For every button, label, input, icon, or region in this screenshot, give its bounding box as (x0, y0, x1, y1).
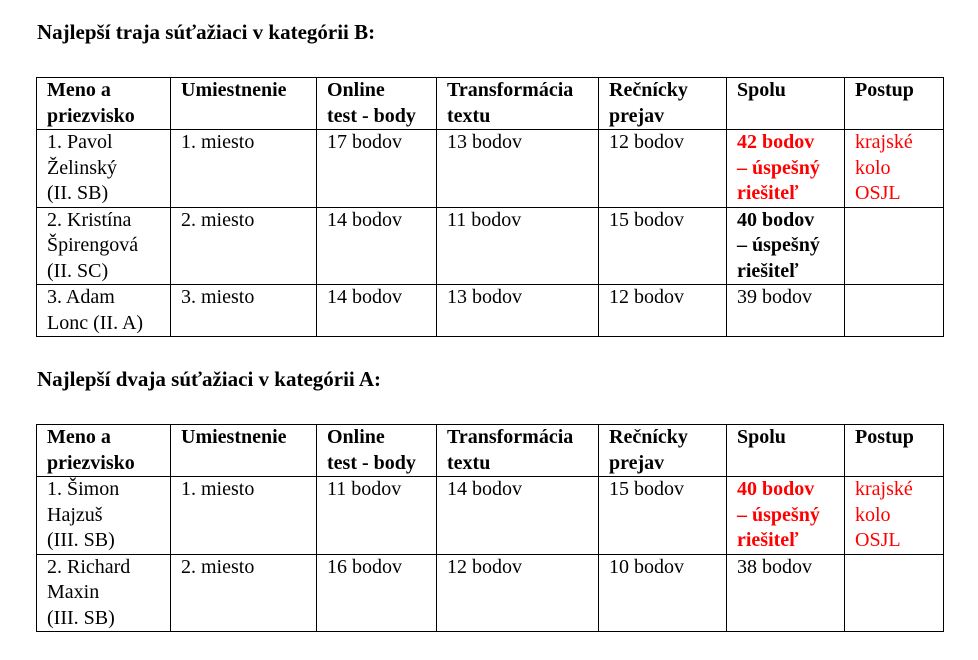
header-place (171, 78, 317, 130)
table-row (37, 285, 944, 337)
cell-line: 15 bodov (609, 208, 684, 231)
placement (171, 285, 317, 337)
contestant-name (37, 554, 171, 632)
cell-line: 39 bodov (737, 286, 812, 308)
cell-line: 42 bodov (737, 131, 815, 153)
header-speech (599, 425, 727, 477)
header-transformation (437, 425, 599, 477)
header-online-test (317, 78, 437, 130)
contestant-name (37, 207, 171, 285)
cell-line: Online (327, 426, 385, 448)
transformation-score (437, 554, 599, 632)
table-row (37, 477, 944, 555)
online-test-score (317, 130, 437, 208)
speech-score (599, 554, 727, 632)
cell-line: Rečnícky (609, 79, 688, 101)
cell-line: Umiestnenie (181, 79, 287, 101)
transformation-score (437, 477, 599, 555)
cell-line: test - body (327, 451, 416, 474)
cell-line: 14 bodov (447, 478, 522, 500)
cell-line: 1. Pavol (47, 131, 113, 153)
header-place (171, 425, 317, 477)
cell-line: Online (327, 79, 385, 101)
cell-line: priezvisko (47, 451, 135, 474)
cell-line: OSJL (855, 529, 901, 551)
placement (171, 207, 317, 285)
table-row (37, 207, 944, 285)
online-test-score (317, 554, 437, 632)
header-name (37, 425, 171, 477)
cell-line: 1. Šimon (47, 478, 120, 500)
contestant-name (37, 285, 171, 337)
cell-line: Rečnícky (609, 426, 688, 448)
total-score (727, 554, 845, 632)
cell-line: 10 bodov (609, 555, 684, 578)
cell-line: (II. SC) (47, 259, 109, 282)
cell-line: Želinský (47, 156, 117, 179)
advancement (845, 477, 944, 555)
cell-line: krajské (855, 478, 913, 500)
total-score (727, 477, 845, 555)
cell-line: 12 bodov (609, 286, 684, 308)
cell-line: (III. SB) (47, 606, 115, 629)
results-table-category-b (36, 77, 944, 337)
cell-line: 1. miesto (181, 131, 255, 153)
cell-line: Postup (855, 79, 914, 101)
cell-line: 16 bodov (327, 555, 402, 578)
cell-line: 13 bodov (447, 286, 522, 308)
header-advance (845, 425, 944, 477)
cell-line: prejav (609, 451, 665, 474)
cell-line: textu (447, 451, 491, 474)
results-table-category-a (36, 424, 944, 632)
speech-score (599, 285, 727, 337)
cell-line: Hajzuš (47, 503, 103, 526)
cell-line: Transformácia (447, 79, 574, 101)
cell-line: 3. miesto (181, 286, 255, 308)
cell-line: prejav (609, 104, 665, 127)
cell-line: 1. miesto (181, 478, 255, 500)
cell-line: kolo (855, 503, 891, 526)
header-online-test (317, 425, 437, 477)
cell-line: 40 bodov (737, 478, 815, 500)
cell-line: (II. SB) (47, 182, 109, 204)
table-row (37, 130, 944, 208)
transformation-score (437, 207, 599, 285)
cell-line: 17 bodov (327, 131, 402, 153)
cell-line: Lonc (II. A) (47, 311, 144, 334)
header-name (37, 78, 171, 130)
cell-line: krajské (855, 131, 913, 153)
cell-line: Transformácia (447, 426, 574, 448)
online-test-score (317, 285, 437, 337)
total-score (727, 285, 845, 337)
cell-line: OSJL (855, 182, 901, 204)
cell-line: Spolu (737, 79, 786, 101)
header-total (727, 78, 845, 130)
cell-line: 2. Richard (47, 555, 131, 578)
contestant-name (37, 477, 171, 555)
cell-line: 15 bodov (609, 478, 684, 500)
placement (171, 130, 317, 208)
placement (171, 554, 317, 632)
cell-line: kolo (855, 156, 891, 179)
cell-line: 38 bodov (737, 555, 812, 578)
cell-line: Maxin (47, 581, 100, 603)
cell-line: Meno a (47, 426, 111, 448)
cell-line: – úspešný (737, 503, 820, 526)
heading-category-b: Najlepší traja súťažiaci v kategórii B: (37, 20, 376, 44)
heading-category-a: Najlepší dvaja súťažiaci v kategórii A: (37, 367, 382, 391)
speech-score (599, 130, 727, 208)
speech-score (599, 477, 727, 555)
cell-line: priezvisko (47, 104, 135, 127)
header-total (727, 425, 845, 477)
advancement (845, 207, 944, 285)
transformation-score (437, 285, 599, 337)
total-score (727, 207, 845, 285)
cell-line: riešiteľ (737, 182, 799, 204)
cell-line: Spolu (737, 426, 786, 448)
advancement (845, 130, 944, 208)
cell-line: Postup (855, 426, 914, 448)
table-row (37, 554, 944, 632)
cell-line: 40 bodov (737, 208, 815, 231)
online-test-score (317, 477, 437, 555)
placement (171, 477, 317, 555)
advancement (845, 285, 944, 337)
cell-line: – úspešný (737, 234, 820, 256)
cell-line: Meno a (47, 79, 111, 101)
cell-line: 12 bodov (447, 555, 522, 578)
cell-line: 2. miesto (181, 208, 255, 231)
transformation-score (437, 130, 599, 208)
advancement (845, 554, 944, 632)
header-advance (845, 78, 944, 130)
cell-line: – úspešný (737, 156, 820, 179)
speech-score (599, 207, 727, 285)
contestant-name (37, 130, 171, 208)
cell-line: 11 bodov (447, 208, 522, 231)
cell-line: Umiestnenie (181, 426, 287, 448)
cell-line: 11 bodov (327, 478, 402, 500)
cell-line: (III. SB) (47, 529, 115, 551)
cell-line: 3. Adam (47, 286, 115, 308)
cell-line: riešiteľ (737, 259, 799, 282)
cell-line: 2. Kristína (47, 208, 132, 231)
cell-line: 12 bodov (609, 131, 684, 153)
table-header-row (37, 425, 944, 477)
cell-line: 14 bodov (327, 208, 402, 231)
cell-line: test - body (327, 104, 416, 127)
cell-line: riešiteľ (737, 529, 799, 551)
cell-line: 14 bodov (327, 286, 402, 308)
online-test-score (317, 207, 437, 285)
cell-line: 13 bodov (447, 131, 522, 153)
header-speech (599, 78, 727, 130)
cell-line: 2. miesto (181, 555, 255, 578)
table-header-row (37, 78, 944, 130)
header-transformation (437, 78, 599, 130)
total-score (727, 130, 845, 208)
cell-line: Špirengová (47, 234, 139, 256)
cell-line: textu (447, 104, 491, 127)
